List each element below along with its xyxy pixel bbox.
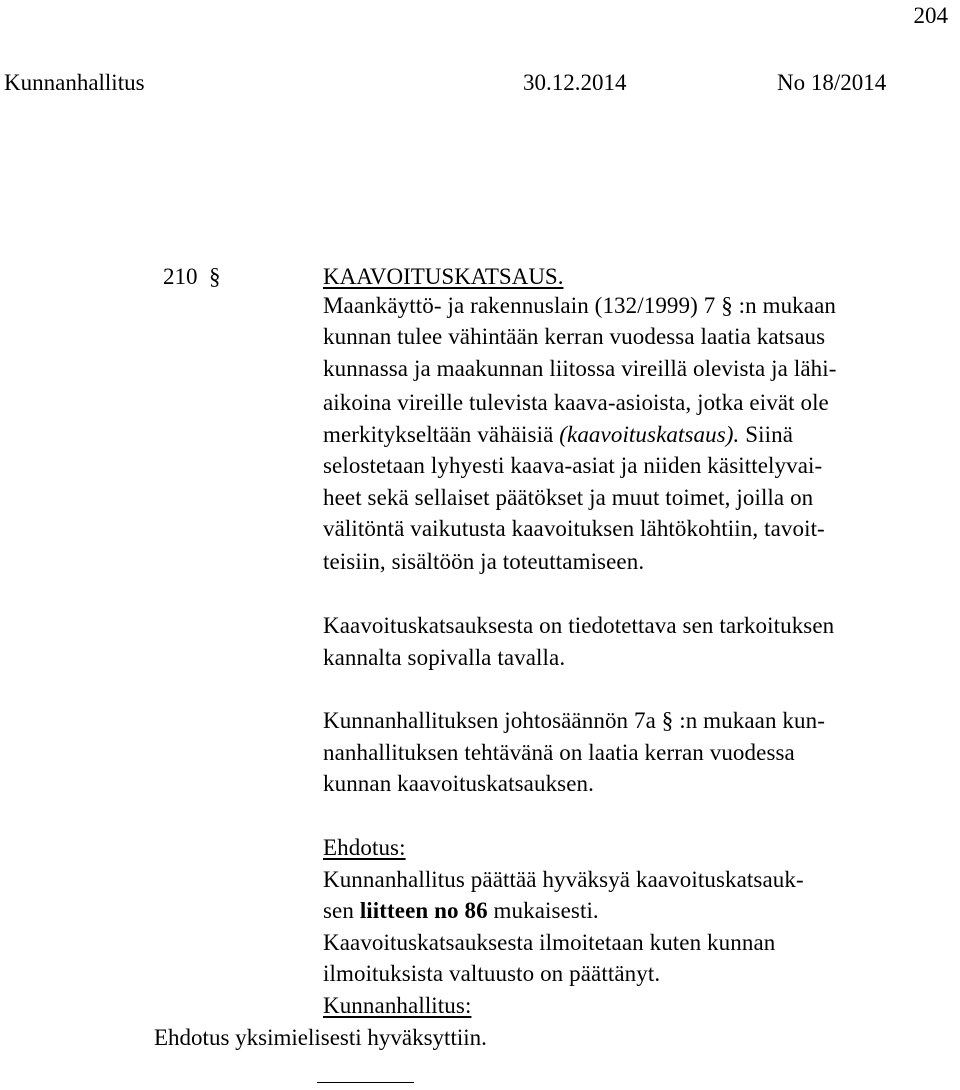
header-number: No 18/2014 xyxy=(777,70,887,95)
header-organization: Kunnanhallitus xyxy=(4,70,145,95)
paragraph1-line8: välitöntä vaikutusta kaavoituksen lähtökohtiin, tavoit- xyxy=(323,516,825,541)
paragraph1-line6: selostetaan lyhyesti kaava-asiat ja niiden käsittelyvai- xyxy=(323,453,823,478)
attachment-reference: liitteen no 86 xyxy=(359,898,488,923)
bottom-divider xyxy=(317,1082,414,1083)
proposal-line2-end: mukaisesti. xyxy=(487,898,599,923)
paragraph1-line1: Maankäyttö- ja rakennuslain (132/1999) 7 § :n mukaan xyxy=(323,293,836,318)
paragraph1-line7: heet sekä sellaiset päätökset ja muut toimet, joilla on xyxy=(323,485,814,510)
paragraph1-line5-end: Siinä xyxy=(739,422,794,447)
proposal-line3: Kaavoituskatsauksesta ilmoitetaan kuten kunnan xyxy=(323,930,776,955)
item-number: 210 xyxy=(163,264,198,289)
paragraph1-line9: teisiin, sisältöön ja toteuttamiseen. xyxy=(323,549,645,574)
paragraph2-line2: kannalta sopivalla tavalla. xyxy=(323,645,566,670)
paragraph1-line4: aikoina vireille tulevista kaava-asioista, jotka eivät ole xyxy=(323,390,829,415)
kaavoituskatsaus-term: (kaavoituskatsaus). xyxy=(559,422,740,447)
proposal-label: Ehdotus: xyxy=(323,835,406,860)
header-date: 30.12.2014 xyxy=(523,70,627,95)
proposal-line2 xyxy=(323,899,599,922)
proposal-line1: Kunnanhallitus päättää hyväksyä kaavoituskatsauk- xyxy=(323,867,804,892)
paragraph1-line5 xyxy=(323,423,793,446)
paragraph3-line3: kunnan kaavoituskatsauksen. xyxy=(323,771,594,796)
paragraph1-line3: kunnassa ja maakunnan liitossa vireillä olevista ja lähi- xyxy=(323,356,837,381)
paragraph3-line1: Kunnanhallituksen johtosäännön 7a § :n mukaan kun- xyxy=(323,708,825,733)
proposal-line4: ilmoituksista valtuusto on päättänyt. xyxy=(323,961,661,986)
section-sign: § xyxy=(209,264,221,289)
item-title: KAAVOITUSKATSAUS. xyxy=(323,264,564,289)
decision-text: Ehdotus yksimielisesti hyväksyttiin. xyxy=(154,1025,487,1050)
page-number: 204 xyxy=(913,3,948,28)
paragraph3-line2: nanhallituksen tehtävänä on laatia kerran vuodessa xyxy=(323,740,795,765)
paragraph1-line5-start: merkitykseltään vähäisiä xyxy=(323,422,560,447)
decision-label: Kunnanhallitus: xyxy=(323,993,472,1018)
paragraph2-line1: Kaavoituskatsauksesta on tiedotettava sen tarkoituksen xyxy=(323,613,835,638)
paragraph1-line2: kunnan tulee vähintään kerran vuodessa laatia katsaus xyxy=(323,324,826,349)
proposal-line2-start: sen xyxy=(323,898,360,923)
